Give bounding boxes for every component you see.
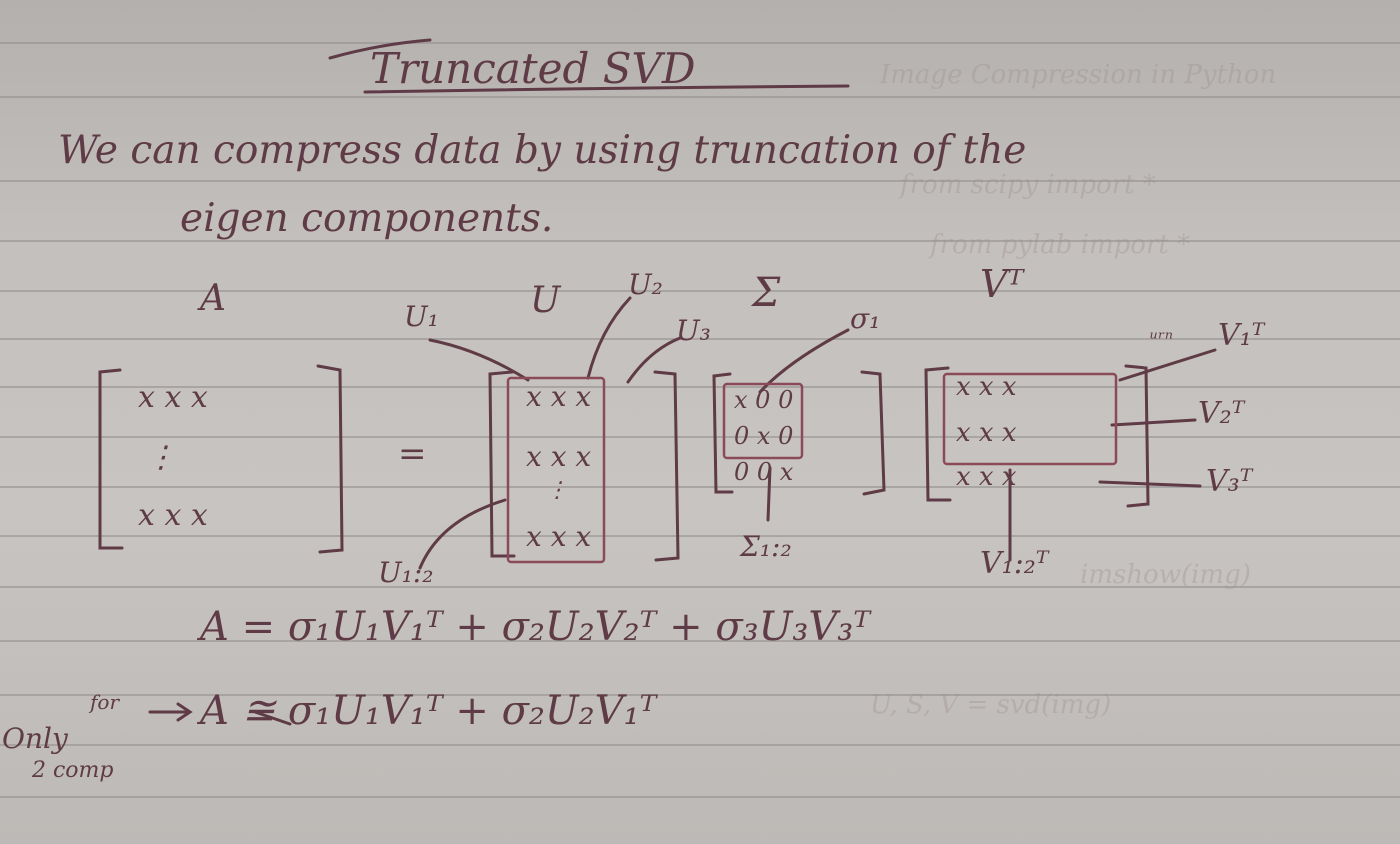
- leader-v1t: [1120, 350, 1215, 380]
- matrix-sigma-row: x 0 0: [734, 386, 794, 414]
- label-matrix-a: A: [200, 278, 226, 319]
- side-note-only: Only: [2, 722, 68, 755]
- label-matrix-sigma: Σ: [752, 270, 781, 316]
- leader-u3: [628, 338, 680, 382]
- matrix-sigma-row: 0 0 x: [734, 458, 794, 486]
- intro-line-2: eigen components.: [180, 196, 554, 241]
- matrix-u-row: x x x: [526, 440, 592, 473]
- leader-v3t: [1100, 482, 1200, 486]
- leader-u1: [430, 340, 528, 380]
- label-arrow-hint: ᵘʳⁿ: [1150, 326, 1174, 350]
- label-u3: U₃: [676, 314, 711, 347]
- matrix-vt-row: x x x: [956, 462, 1017, 492]
- label-vt-truncated: V₁:₂ᵀ: [980, 546, 1049, 581]
- bleed-through: imshow(img): [1080, 560, 1251, 590]
- matrix-vt-row: x x x: [956, 372, 1017, 402]
- bracket-u-right: [655, 372, 678, 560]
- bracket-sigma-right: [862, 372, 884, 494]
- label-matrix-u: U: [530, 280, 561, 321]
- equation-full: A = σ₁U₁V₁ᵀ + σ₂U₂V₂ᵀ + σ₃U₃V₃ᵀ: [200, 604, 871, 650]
- matrix-a-ellipsis: ⋮: [146, 440, 176, 475]
- bracket-vt-left: [926, 368, 950, 500]
- page-title: Truncated SVD: [370, 44, 696, 93]
- leader-u2: [588, 298, 630, 378]
- label-v3t: V₃ᵀ: [1206, 464, 1253, 499]
- bleed-through: from pylab import *: [930, 230, 1191, 260]
- matrix-u-row: x x x: [526, 380, 592, 413]
- matrix-a-row: x x x: [138, 380, 208, 415]
- label-matrix-vt: Vᵀ: [980, 262, 1024, 306]
- intro-line-1: We can compress data by using truncation of the: [58, 128, 1027, 173]
- label-u1: U₁: [404, 300, 439, 333]
- label-u-truncated: U₁:₂: [378, 556, 434, 589]
- side-note-for: for: [90, 690, 120, 714]
- side-note-arrow: [150, 704, 190, 720]
- equals-sign: =: [398, 434, 427, 474]
- equation-approx: A ≅ σ₁U₁V₁ᵀ + σ₂U₂V₁ᵀ: [200, 688, 657, 734]
- bracket-a-left: [100, 370, 122, 548]
- leader-v2t: [1112, 420, 1195, 425]
- label-v2t: V₂ᵀ: [1198, 396, 1245, 431]
- label-v1t: V₁ᵀ: [1218, 318, 1265, 353]
- leader-sigma1: [760, 330, 848, 392]
- matrix-sigma-row: 0 x 0: [734, 422, 794, 450]
- label-sigma-truncated: Σ₁:₂: [740, 530, 792, 563]
- bracket-u-left: [490, 372, 514, 556]
- bleed-through: Image Compression in Python: [880, 60, 1277, 90]
- bleed-through: U, S, V = svd(img): [870, 690, 1112, 720]
- matrix-u-ellipsis: ⋮: [546, 478, 568, 503]
- matrix-vt-row: x x x: [956, 418, 1017, 448]
- side-note-comp: 2 comp: [32, 758, 114, 783]
- bleed-through: from scipy import *: [900, 170, 1156, 200]
- matrix-a-row: x x x: [138, 498, 208, 533]
- matrix-u-row: x x x: [526, 520, 592, 553]
- bracket-a-right: [318, 366, 342, 552]
- label-u2: U₂: [628, 268, 663, 301]
- label-sigma1: σ₁: [850, 302, 881, 335]
